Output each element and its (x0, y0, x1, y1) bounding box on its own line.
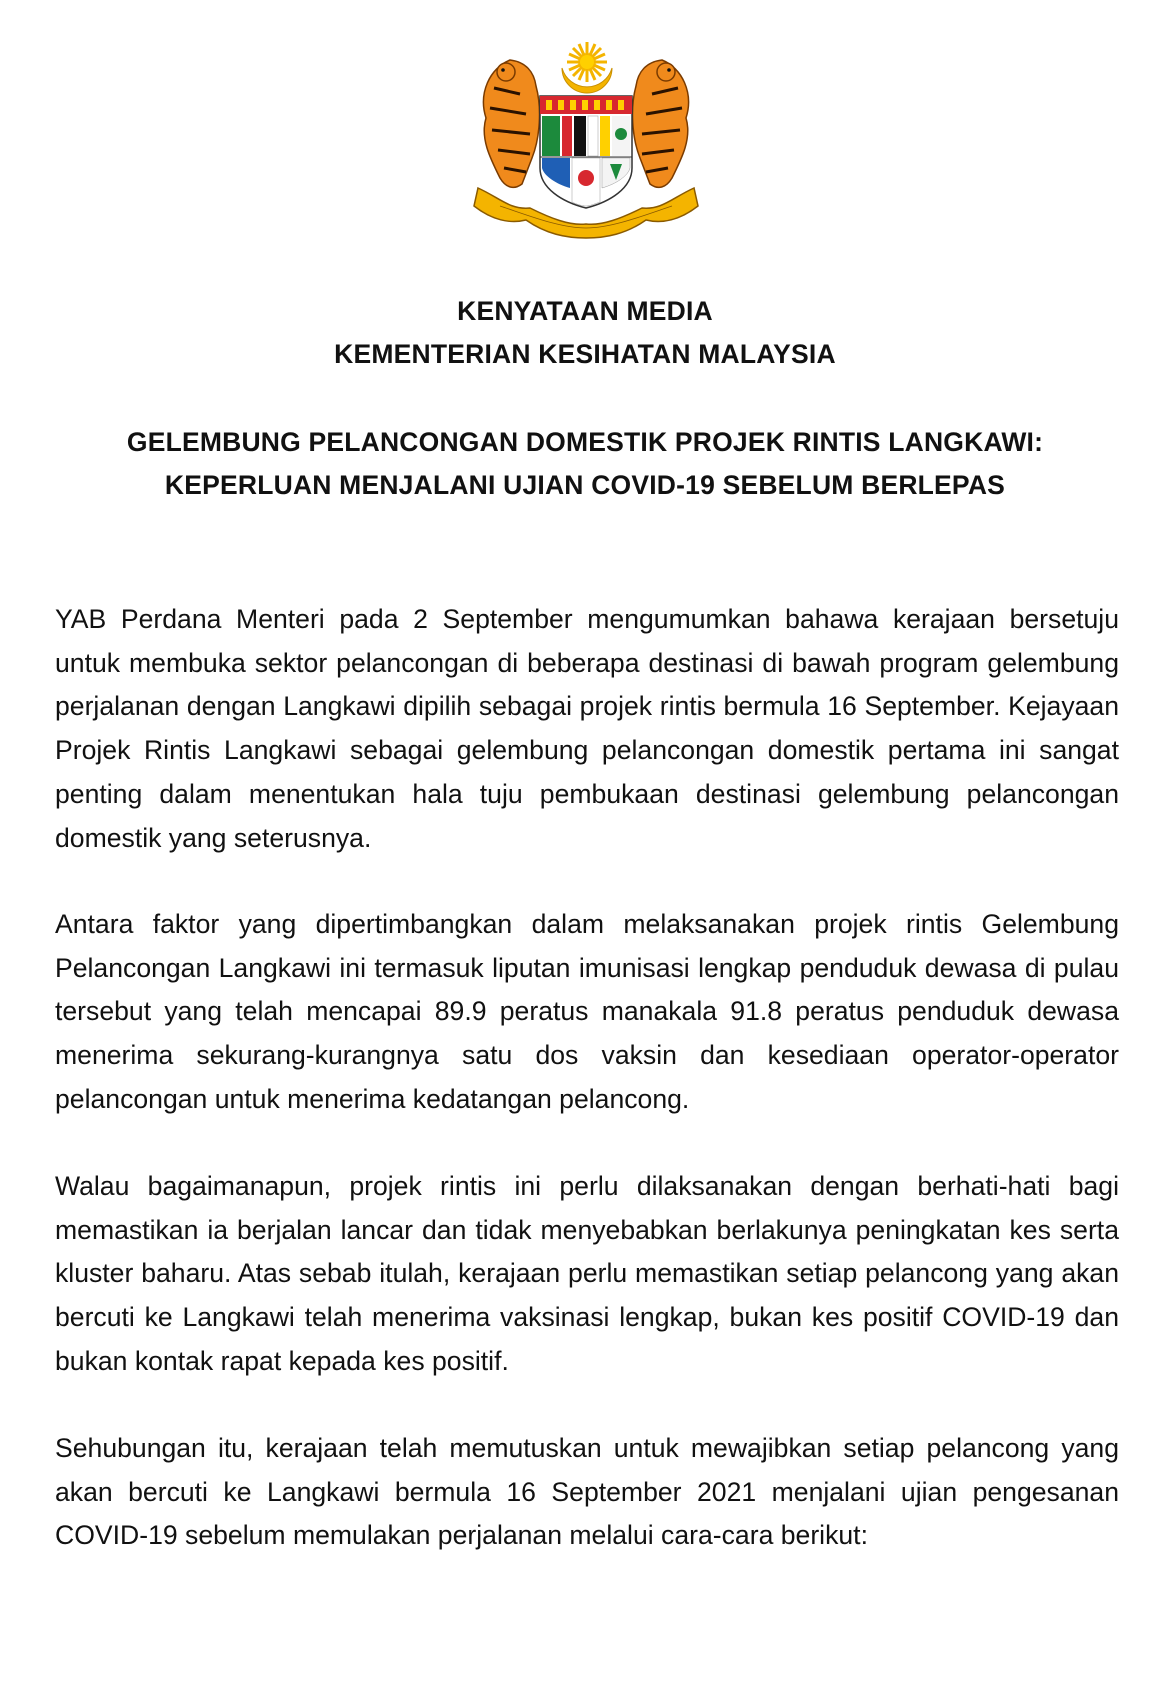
document-title (0, 421, 1170, 507)
coat-of-arms-logo (470, 38, 702, 240)
body-paragraph-1: YAB Perdana Menteri pada 2 September mengumumkan bahawa kerajaan bersetuju untuk membuka sektor pelancongan di beberapa destinasi di bawah program gelembung perjalanan dengan Langkawi dipilih sebagai projek rintis bermula 16 September. Kejayaan Projek Rintis Langkawi sebagai gelembung pelancongan domestik pertama ini sangat penting dalam menentukan hala tuju pembukaan destinasi gelembung pelancongan domestik yang seterusnya. (55, 604, 1119, 853)
shield-icon (540, 96, 632, 208)
header-line-2: KEMENTERIAN KESIHATAN MALAYSIA (334, 339, 836, 369)
right-tiger-icon (633, 60, 689, 187)
title-line-2: KEPERLUAN MENJALANI UJIAN COVID-19 SEBELUM BERLEPAS (164, 470, 1006, 500)
body-paragraph-2: Antara faktor yang dipertimbangkan dalam melaksanakan projek rintis Gelembung Pelancongan Langkawi ini termasuk liputan imunisasi lengkap penduduk dewasa di pulau tersebut yang telah mencapai 89.9 peratus manakala 91.8 peratus penduduk dewasa menerima sekurang-kurangnya satu dos vaksin dan kesediaan operator-operator pelancongan untuk menerima kedatangan pelancong. (55, 909, 1119, 1114)
body-paragraph-3: Walau bagaimanapun, projek rintis ini perlu dilaksanakan dengan berhati-hati bagi memastikan ia berjalan lancar dan tidak menyebabkan berlakunya peningkatan kes serta kluster baharu. Atas sebab itulah, kerajaan perlu memastikan setiap pelancong yang akan bercuti ke Langkawi telah menerima vaksinasi lengkap, bukan kes positif COVID-19 dan bukan kontak rapat kepada kes positif. (55, 1171, 1119, 1376)
title-line-1: GELEMBUNG PELANCONGAN DOMESTIK PROJEK RINTIS LANGKAWI: (126, 427, 1044, 457)
body-paragraph-4: Sehubungan itu, kerajaan telah memutuskan untuk mewajibkan setiap pelancong yang akan bercuti ke Langkawi bermula 16 September 2021 menjalani ujian pengesanan COVID-19 sebelum memulakan perjalanan melalui cara-cara berikut: (55, 1433, 1119, 1551)
press-header (0, 290, 1170, 376)
header-line-1: KENYATAAN MEDIA (457, 296, 713, 326)
star-icon (567, 42, 607, 82)
left-tiger-icon (483, 60, 539, 187)
